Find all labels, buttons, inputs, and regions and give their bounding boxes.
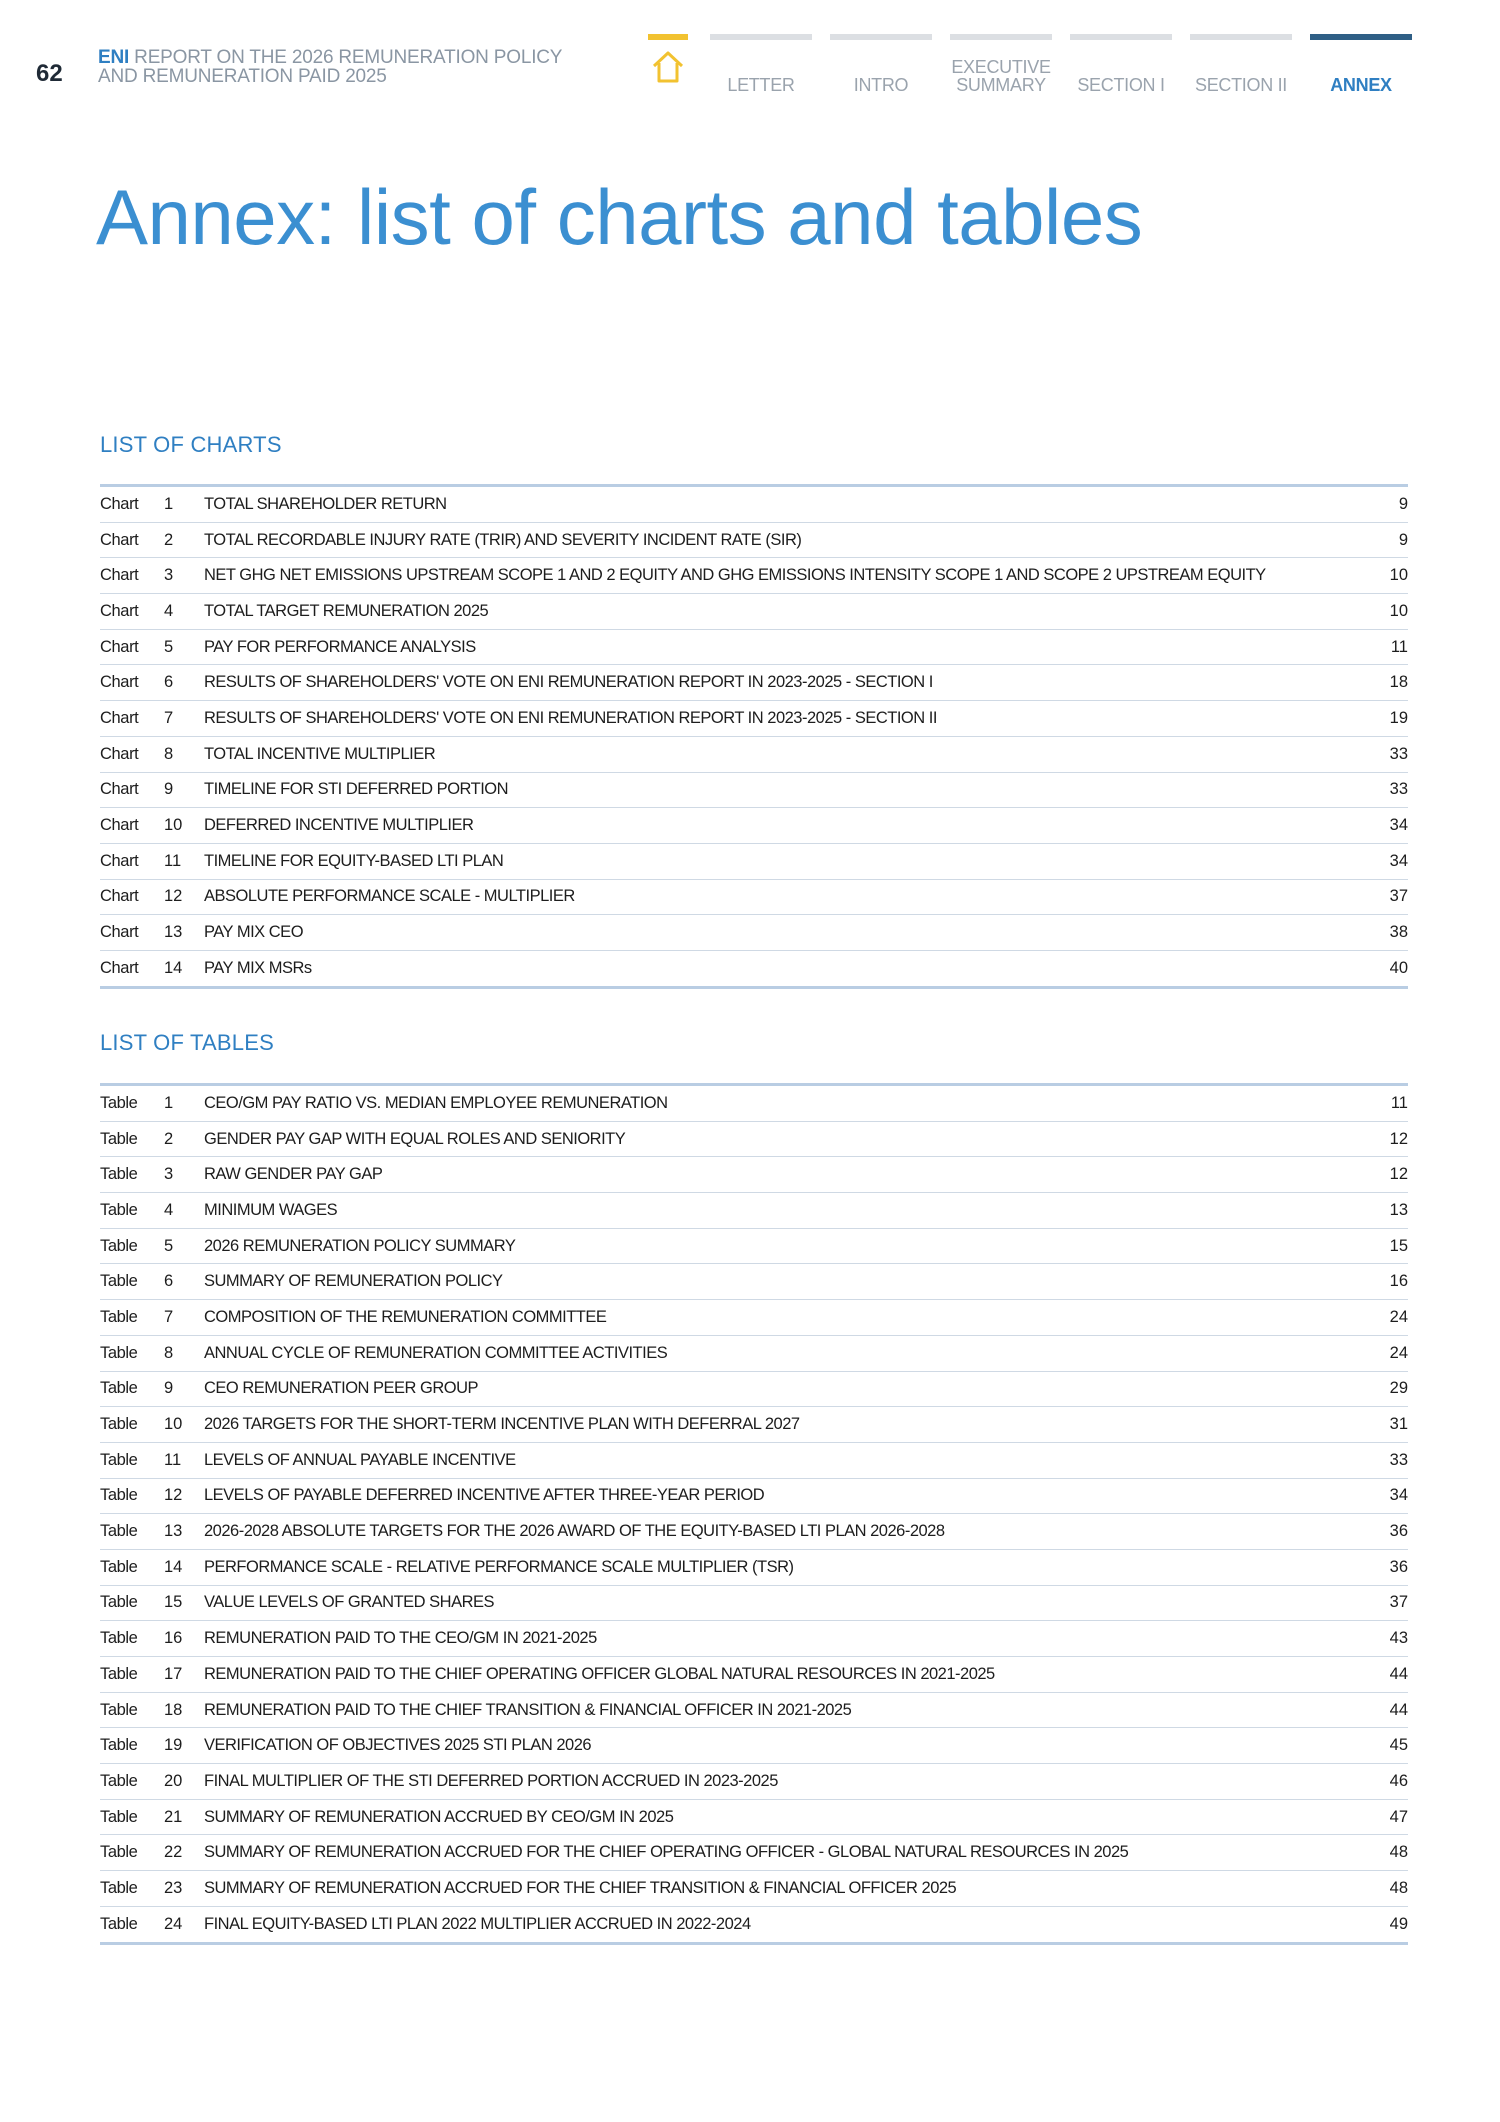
item-page: 15 bbox=[1389, 1236, 1408, 1255]
item-number: 2 bbox=[164, 1129, 174, 1148]
item-kind: Chart bbox=[100, 816, 139, 835]
item-title: COMPOSITION OF THE REMUNERATION COMMITTEE bbox=[204, 1307, 607, 1326]
item-number: 7 bbox=[164, 708, 174, 727]
item-kind: Table bbox=[100, 1736, 138, 1755]
item-number: 6 bbox=[164, 673, 174, 692]
table-list-row[interactable] bbox=[100, 1372, 1408, 1408]
item-title: ANNUAL CYCLE OF REMUNERATION COMMITTEE ACTIVITIES bbox=[204, 1343, 668, 1362]
nav-items bbox=[710, 34, 1430, 94]
item-title: DEFERRED INCENTIVE MULTIPLIER bbox=[204, 816, 474, 835]
item-kind: Chart bbox=[100, 637, 139, 656]
table-list-row[interactable] bbox=[100, 1264, 1408, 1300]
item-kind: Table bbox=[100, 1807, 138, 1826]
item-page: 13 bbox=[1389, 1200, 1408, 1219]
item-title: 2026 REMUNERATION POLICY SUMMARY bbox=[204, 1236, 516, 1255]
table-list-row[interactable] bbox=[100, 1300, 1408, 1336]
item-page: 37 bbox=[1389, 887, 1408, 906]
item-title: PAY MIX CEO bbox=[204, 923, 304, 942]
item-kind: Table bbox=[100, 1307, 138, 1326]
table-list-row[interactable] bbox=[100, 1871, 1408, 1907]
item-number: 16 bbox=[164, 1629, 183, 1648]
chart-list-row[interactable] bbox=[100, 523, 1408, 559]
table-list-row[interactable] bbox=[100, 1514, 1408, 1550]
item-page: 12 bbox=[1389, 1129, 1408, 1148]
nav-tab-bar bbox=[1190, 34, 1292, 40]
item-page: 46 bbox=[1389, 1771, 1408, 1790]
item-title: TIMELINE FOR EQUITY-BASED LTI PLAN bbox=[204, 851, 504, 870]
table-list-row[interactable] bbox=[100, 1800, 1408, 1836]
report-title-line2: AND REMUNERATION PAID 2025 bbox=[98, 66, 387, 87]
item-title: FINAL EQUITY-BASED LTI PLAN 2022 MULTIPLIER ACCRUED IN 2022-2024 bbox=[204, 1914, 751, 1933]
chart-list-row[interactable] bbox=[100, 951, 1408, 986]
item-number: 19 bbox=[164, 1736, 183, 1755]
item-kind: Chart bbox=[100, 851, 139, 870]
table-list-row[interactable] bbox=[100, 1657, 1408, 1693]
item-page: 10 bbox=[1389, 601, 1408, 620]
item-page: 18 bbox=[1389, 673, 1408, 692]
item-kind: Table bbox=[100, 1914, 138, 1933]
item-title: SUMMARY OF REMUNERATION ACCRUED FOR THE CHIEF TRANSITION & FINANCIAL OFFICER 2025 bbox=[204, 1878, 957, 1897]
item-kind: Table bbox=[100, 1236, 138, 1255]
item-title: TOTAL INCENTIVE MULTIPLIER bbox=[204, 744, 436, 763]
item-title: TOTAL SHAREHOLDER RETURN bbox=[204, 494, 447, 513]
chart-list-row[interactable] bbox=[100, 915, 1408, 951]
charts-list bbox=[100, 484, 1408, 989]
item-number: 21 bbox=[164, 1807, 183, 1826]
nav-tab-bar bbox=[1310, 34, 1412, 40]
item-kind: Table bbox=[100, 1450, 138, 1469]
item-title: NET GHG NET EMISSIONS UPSTREAM SCOPE 1 AND 2 EQUITY AND GHG EMISSIONS INTENSITY SCOPE 1 AND SCOPE 2 UPSTREAM EQUITY bbox=[204, 566, 1266, 585]
nav-tab-label: LETTER bbox=[727, 75, 795, 95]
table-list-row[interactable] bbox=[100, 1907, 1408, 1942]
item-kind: Chart bbox=[100, 744, 139, 763]
item-number: 11 bbox=[164, 1450, 182, 1469]
item-title: PERFORMANCE SCALE - RELATIVE PERFORMANCE SCALE MULTIPLIER (TSR) bbox=[204, 1557, 794, 1576]
chart-list-row[interactable] bbox=[100, 808, 1408, 844]
item-title: GENDER PAY GAP WITH EQUAL ROLES AND SENIORITY bbox=[204, 1129, 626, 1148]
item-kind: Chart bbox=[100, 887, 139, 906]
item-kind: Table bbox=[100, 1557, 138, 1576]
item-page: 9 bbox=[1398, 530, 1408, 549]
item-kind: Chart bbox=[100, 958, 139, 977]
item-page: 36 bbox=[1389, 1557, 1408, 1576]
item-page: 45 bbox=[1389, 1736, 1408, 1755]
item-number: 11 bbox=[164, 851, 182, 870]
table-list-row[interactable] bbox=[100, 1157, 1408, 1193]
report-title-line1: REPORT ON THE 2026 REMUNERATION POLICY bbox=[134, 47, 563, 68]
item-title: REMUNERATION PAID TO THE CHIEF TRANSITION & FINANCIAL OFFICER IN 2021-2025 bbox=[204, 1700, 852, 1719]
chart-list-row[interactable] bbox=[100, 665, 1408, 701]
item-page: 33 bbox=[1389, 1450, 1408, 1469]
item-kind: Chart bbox=[100, 601, 139, 620]
item-page: 34 bbox=[1389, 816, 1408, 835]
table-list-row[interactable] bbox=[100, 1586, 1408, 1622]
item-number: 6 bbox=[164, 1272, 174, 1291]
item-number: 14 bbox=[164, 1557, 183, 1576]
item-kind: Table bbox=[100, 1878, 138, 1897]
nav-tab-section-ii[interactable] bbox=[1190, 34, 1292, 94]
item-number: 24 bbox=[164, 1914, 183, 1933]
item-number: 18 bbox=[164, 1700, 183, 1719]
item-page: 9 bbox=[1398, 494, 1408, 513]
item-title: TOTAL TARGET REMUNERATION 2025 bbox=[204, 601, 489, 620]
item-number: 17 bbox=[164, 1664, 183, 1683]
nav-tab-label: EXECUTIVE SUMMARY bbox=[951, 57, 1051, 95]
item-kind: Table bbox=[100, 1272, 138, 1291]
item-number: 1 bbox=[164, 1093, 174, 1112]
item-number: 13 bbox=[164, 923, 183, 942]
nav-tab-label: INTRO bbox=[853, 75, 909, 95]
item-kind: Table bbox=[100, 1379, 138, 1398]
item-title: SUMMARY OF REMUNERATION ACCRUED FOR THE CHIEF OPERATING OFFICER - GLOBAL NATURAL RESOURCES IN 2025 bbox=[204, 1843, 1129, 1862]
nav-tab-bar bbox=[950, 34, 1052, 40]
item-page: 24 bbox=[1389, 1343, 1408, 1362]
item-title: RESULTS OF SHAREHOLDERS' VOTE ON ENI REMUNERATION REPORT IN 2023-2025 - SECTION I bbox=[204, 673, 933, 692]
item-number: 23 bbox=[164, 1878, 183, 1897]
item-number: 3 bbox=[164, 566, 174, 585]
item-number: 14 bbox=[164, 958, 183, 977]
chart-list-row[interactable] bbox=[100, 773, 1408, 809]
table-list-row[interactable] bbox=[100, 1336, 1408, 1372]
item-kind: Table bbox=[100, 1843, 138, 1862]
item-kind: Table bbox=[100, 1664, 138, 1683]
table-list-row[interactable] bbox=[100, 1550, 1408, 1586]
nav-home[interactable] bbox=[648, 34, 688, 94]
item-kind: Table bbox=[100, 1486, 138, 1505]
chart-list-row[interactable] bbox=[100, 558, 1408, 594]
item-kind: Chart bbox=[100, 566, 139, 585]
item-page: 11 bbox=[1390, 637, 1408, 656]
item-title: 2026-2028 ABSOLUTE TARGETS FOR THE 2026 AWARD OF THE EQUITY-BASED LTI PLAN 2026-2028 bbox=[204, 1522, 945, 1541]
item-title: PAY MIX MSRs bbox=[204, 958, 312, 977]
item-title: LEVELS OF ANNUAL PAYABLE INCENTIVE bbox=[204, 1450, 516, 1469]
table-list-row[interactable] bbox=[100, 1122, 1408, 1158]
table-list-row[interactable] bbox=[100, 1835, 1408, 1871]
item-page: 40 bbox=[1389, 958, 1408, 977]
item-number: 2 bbox=[164, 530, 174, 549]
nav-tab-label: SECTION I bbox=[1077, 75, 1165, 95]
item-title: FINAL MULTIPLIER OF THE STI DEFERRED PORTION ACCRUED IN 2023-2025 bbox=[204, 1771, 778, 1790]
table-list-row[interactable] bbox=[100, 1193, 1408, 1229]
item-kind: Table bbox=[100, 1593, 138, 1612]
table-list-row[interactable] bbox=[100, 1621, 1408, 1657]
item-page: 48 bbox=[1389, 1843, 1408, 1862]
tables-list bbox=[100, 1083, 1408, 1945]
table-list-row[interactable] bbox=[100, 1229, 1408, 1265]
item-number: 5 bbox=[164, 1236, 174, 1255]
item-kind: Table bbox=[100, 1629, 138, 1648]
home-icon bbox=[651, 50, 685, 84]
item-page: 12 bbox=[1389, 1165, 1408, 1184]
chart-list-row[interactable] bbox=[100, 844, 1408, 880]
nav-tab-letter[interactable] bbox=[710, 34, 812, 94]
item-page: 33 bbox=[1389, 780, 1408, 799]
item-kind: Table bbox=[100, 1700, 138, 1719]
item-title: REMUNERATION PAID TO THE CHIEF OPERATING OFFICER GLOBAL NATURAL RESOURCES IN 2021-2025 bbox=[204, 1664, 995, 1683]
item-page: 36 bbox=[1389, 1522, 1408, 1541]
item-kind: Table bbox=[100, 1343, 138, 1362]
item-title: VERIFICATION OF OBJECTIVES 2025 STI PLAN 2026 bbox=[204, 1736, 592, 1755]
item-number: 13 bbox=[164, 1522, 183, 1541]
nav-tab-executive-summary[interactable] bbox=[950, 34, 1052, 94]
section-nav bbox=[648, 34, 1430, 94]
item-page: 33 bbox=[1389, 744, 1408, 763]
item-kind: Table bbox=[100, 1200, 138, 1219]
item-page: 48 bbox=[1389, 1878, 1408, 1897]
item-number: 12 bbox=[164, 1486, 183, 1505]
item-number: 9 bbox=[164, 780, 174, 799]
page-number: 62 bbox=[36, 60, 63, 87]
item-number: 1 bbox=[164, 494, 174, 513]
chart-list-row[interactable] bbox=[100, 630, 1408, 666]
item-number: 22 bbox=[164, 1843, 183, 1862]
item-number: 10 bbox=[164, 816, 183, 835]
item-number: 8 bbox=[164, 744, 174, 763]
chart-list-row[interactable] bbox=[100, 701, 1408, 737]
table-list-row[interactable] bbox=[100, 1479, 1408, 1515]
item-page: 24 bbox=[1389, 1307, 1408, 1326]
item-kind: Chart bbox=[100, 494, 139, 513]
item-page: 10 bbox=[1389, 566, 1408, 585]
chart-list-row[interactable] bbox=[100, 737, 1408, 773]
item-title: ABSOLUTE PERFORMANCE SCALE - MULTIPLIER bbox=[204, 887, 575, 906]
item-page: 29 bbox=[1389, 1379, 1408, 1398]
tables-section-title: LIST OF TABLES bbox=[100, 1030, 274, 1055]
item-page: 34 bbox=[1389, 1486, 1408, 1505]
page-title: Annex: list of charts and tables bbox=[96, 173, 1143, 261]
item-page: 37 bbox=[1389, 1593, 1408, 1612]
item-title: RESULTS OF SHAREHOLDERS' VOTE ON ENI REMUNERATION REPORT IN 2023-2025 - SECTION II bbox=[204, 708, 937, 727]
nav-tab-label: SECTION II bbox=[1194, 75, 1287, 95]
nav-tab-intro[interactable] bbox=[830, 34, 932, 94]
item-number: 15 bbox=[164, 1593, 183, 1612]
charts-section-title: LIST OF CHARTS bbox=[100, 432, 282, 457]
item-page: 47 bbox=[1389, 1807, 1408, 1826]
item-title: MINIMUM WAGES bbox=[204, 1200, 338, 1219]
item-number: 10 bbox=[164, 1415, 183, 1434]
item-number: 9 bbox=[164, 1379, 174, 1398]
item-page: 11 bbox=[1390, 1093, 1408, 1112]
item-kind: Table bbox=[100, 1415, 138, 1434]
item-kind: Chart bbox=[100, 708, 139, 727]
nav-home-bar bbox=[648, 34, 688, 40]
item-kind: Table bbox=[100, 1165, 138, 1184]
item-kind: Chart bbox=[100, 530, 139, 549]
nav-tab-annex[interactable] bbox=[1310, 34, 1412, 94]
item-page: 44 bbox=[1389, 1700, 1408, 1719]
item-number: 12 bbox=[164, 887, 183, 906]
item-kind: Chart bbox=[100, 780, 139, 799]
item-kind: Table bbox=[100, 1771, 138, 1790]
chart-list-row[interactable] bbox=[100, 594, 1408, 630]
item-number: 4 bbox=[164, 1200, 174, 1219]
nav-tab-bar bbox=[830, 34, 932, 40]
item-title: SUMMARY OF REMUNERATION POLICY bbox=[204, 1272, 503, 1291]
chart-list-row[interactable] bbox=[100, 880, 1408, 916]
table-list-row[interactable] bbox=[100, 1764, 1408, 1800]
item-title: 2026 TARGETS FOR THE SHORT-TERM INCENTIVE PLAN WITH DEFERRAL 2027 bbox=[204, 1415, 800, 1434]
item-number: 5 bbox=[164, 637, 174, 656]
item-title: VALUE LEVELS OF GRANTED SHARES bbox=[204, 1593, 495, 1612]
item-page: 43 bbox=[1389, 1629, 1408, 1648]
item-title: RAW GENDER PAY GAP bbox=[204, 1165, 383, 1184]
nav-tab-section-i[interactable] bbox=[1070, 34, 1172, 94]
table-list-row[interactable] bbox=[100, 1728, 1408, 1764]
table-list-row[interactable] bbox=[100, 1693, 1408, 1729]
item-number: 8 bbox=[164, 1343, 174, 1362]
item-kind: Table bbox=[100, 1129, 138, 1148]
item-kind: Table bbox=[100, 1522, 138, 1541]
item-title: REMUNERATION PAID TO THE CEO/GM IN 2021-2025 bbox=[204, 1629, 597, 1648]
item-title: TIMELINE FOR STI DEFERRED PORTION bbox=[204, 780, 509, 799]
item-page: 19 bbox=[1389, 708, 1408, 727]
item-kind: Chart bbox=[100, 673, 139, 692]
report-title bbox=[98, 48, 562, 86]
nav-tab-bar bbox=[710, 34, 812, 40]
item-number: 4 bbox=[164, 601, 174, 620]
item-page: 31 bbox=[1389, 1415, 1408, 1434]
item-title: LEVELS OF PAYABLE DEFERRED INCENTIVE AFTER THREE-YEAR PERIOD bbox=[204, 1486, 765, 1505]
item-page: 44 bbox=[1389, 1664, 1408, 1683]
brand-name: ENI bbox=[98, 47, 130, 68]
nav-tab-bar bbox=[1070, 34, 1172, 40]
item-page: 34 bbox=[1389, 851, 1408, 870]
item-number: 7 bbox=[164, 1307, 174, 1326]
item-title: CEO/GM PAY RATIO VS. MEDIAN EMPLOYEE REMUNERATION bbox=[204, 1093, 668, 1112]
nav-tab-label: ANNEX bbox=[1330, 75, 1392, 95]
table-list-row[interactable] bbox=[100, 1086, 1408, 1122]
chart-list-row[interactable] bbox=[100, 487, 1408, 523]
item-title: TOTAL RECORDABLE INJURY RATE (TRIR) AND SEVERITY INCIDENT RATE (SIR) bbox=[204, 530, 802, 549]
table-list-row[interactable] bbox=[100, 1443, 1408, 1479]
item-title: SUMMARY OF REMUNERATION ACCRUED BY CEO/GM IN 2025 bbox=[204, 1807, 674, 1826]
item-page: 16 bbox=[1389, 1272, 1408, 1291]
item-kind: Chart bbox=[100, 923, 139, 942]
item-kind: Table bbox=[100, 1093, 138, 1112]
item-page: 38 bbox=[1389, 923, 1408, 942]
item-title: PAY FOR PERFORMANCE ANALYSIS bbox=[204, 637, 476, 656]
item-title: CEO REMUNERATION PEER GROUP bbox=[204, 1379, 479, 1398]
item-number: 3 bbox=[164, 1165, 174, 1184]
item-page: 49 bbox=[1389, 1914, 1408, 1933]
table-list-row[interactable] bbox=[100, 1407, 1408, 1443]
item-number: 20 bbox=[164, 1771, 183, 1790]
